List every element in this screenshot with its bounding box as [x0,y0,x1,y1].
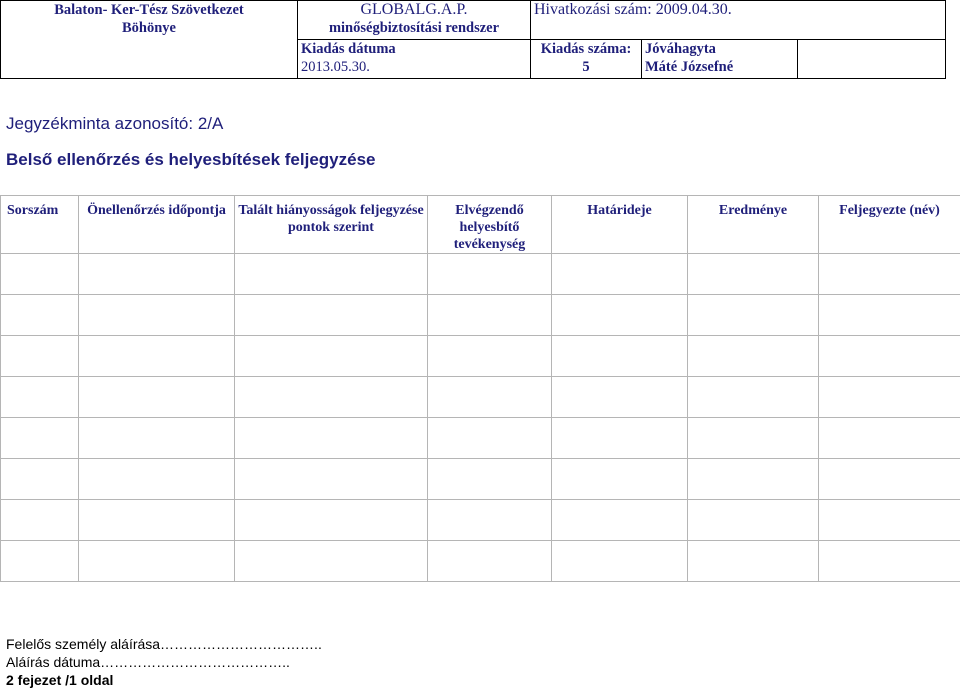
table-cell [79,459,235,500]
column-header-corrective-action: Elvégzendő helyesbítő tevékenység [428,196,552,254]
issue-number-cell [531,40,642,79]
table-cell [235,295,428,336]
table-cell [79,541,235,582]
table-row [1,500,960,541]
company-location: Böhönye [122,20,176,36]
column-header-recorded-by: Feljegyezte (név) [819,196,960,254]
issue-number: 5 [582,59,590,75]
table-cell [428,541,552,582]
table-cell [428,418,552,459]
system-cell [298,1,531,40]
reference-cell [531,1,946,40]
issue-date-cell [298,40,531,79]
table-cell [819,500,960,541]
table-cell [819,459,960,500]
table-cell [819,336,960,377]
table-cell [79,336,235,377]
table-cell [688,541,819,582]
company-name: Balaton- Ker-Tész Szövetkezet [54,2,244,18]
table-cell [688,254,819,295]
table-cell [79,377,235,418]
table-row [1,418,960,459]
table-cell [235,500,428,541]
table-cell [428,254,552,295]
table-cell [235,336,428,377]
table-row [1,254,960,295]
document-header [0,0,946,79]
table-cell [1,336,79,377]
issue-date: 2013.05.30. [301,59,370,75]
column-header-check-date: Önellenőrzés időpontja [79,196,235,254]
table-cell [1,254,79,295]
template-id: Jegyzékminta azonosító: 2/A [6,114,224,133]
table-cell [79,500,235,541]
table-row [1,377,960,418]
table-cell [552,418,688,459]
table-cell [552,254,688,295]
page-info: 2 fejezet /1 oldal [6,672,114,688]
table-cell [1,295,79,336]
table-cell [428,377,552,418]
table-cell [235,377,428,418]
document-title: Belső ellenőrzés és helyesbítések feljegyzése [6,150,376,169]
approval-cell [642,40,798,79]
table-cell [552,459,688,500]
approved-label: Jóváhagyta [645,41,716,57]
table-row [1,459,960,500]
table-cell [819,418,960,459]
table-cell [235,459,428,500]
table-row [1,541,960,582]
table-cell [79,254,235,295]
table-cell [552,500,688,541]
company-cell [1,1,298,79]
column-header-serial: Sorszám [1,196,79,254]
table-row [1,336,960,377]
empty-header-cell [798,40,946,79]
table-cell [235,418,428,459]
table-cell [688,295,819,336]
system-subtitle: minőségbiztosítási rendszer [328,20,500,36]
table-cell [688,500,819,541]
issue-number-label: Kiadás száma: [540,41,632,57]
table-cell [688,459,819,500]
table-cell [1,541,79,582]
table-cell [1,418,79,459]
table-cell [1,500,79,541]
table-cell [819,377,960,418]
table-header-row [1,196,960,254]
table-cell [428,459,552,500]
table-cell [552,377,688,418]
system-name: GLOBALG.A.P. [360,1,468,18]
signature-date-line: Aláírás dátuma………………………………….. [6,654,290,670]
table-cell [235,541,428,582]
table-cell [688,336,819,377]
table-cell [552,541,688,582]
approved-by: Máté Józsefné [645,59,734,75]
table-cell [819,541,960,582]
column-header-findings: Talált hiányosságok feljegyzése pontok szerint [235,196,428,254]
issue-date-label: Kiadás dátuma [301,41,396,57]
table-cell [819,254,960,295]
table-cell [428,336,552,377]
table-cell [428,500,552,541]
signature-line: Felelős személy aláírása…………………………….. [6,636,322,652]
table-cell [552,336,688,377]
table-cell [1,459,79,500]
table-cell [235,254,428,295]
table-row [1,295,960,336]
column-header-result: Eredménye [688,196,819,254]
table-cell [819,295,960,336]
table-cell [79,418,235,459]
table-cell [428,295,552,336]
table-cell [1,377,79,418]
table-cell [552,295,688,336]
column-header-deadline: Határideje [552,196,688,254]
records-table [0,195,960,582]
table-cell [688,418,819,459]
reference-number: Hivatkozási szám: 2009.04.30. [534,1,732,18]
table-cell [688,377,819,418]
table-cell [79,295,235,336]
